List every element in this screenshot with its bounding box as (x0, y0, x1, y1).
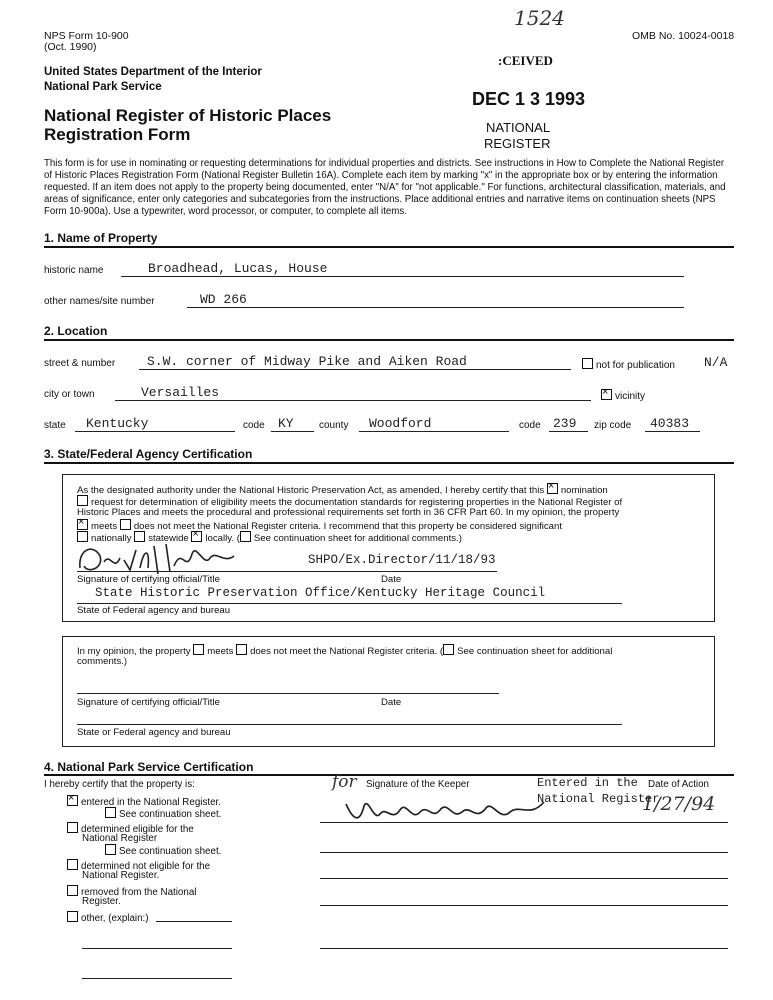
entered-label: entered in the National Register. (81, 797, 221, 808)
not-eligible-label: determined not eligible for the (81, 861, 211, 872)
section2-heading: 2. Location (44, 324, 108, 338)
date-label-2: Date (381, 697, 402, 708)
county-code-label: code (519, 420, 541, 431)
state-value[interactable]: Kentucky (86, 416, 149, 431)
historic-name-label: historic name (44, 265, 104, 276)
form-date: (Oct. 1990) (44, 41, 97, 53)
intro-instructions: This form is for use in nominating or requesting determinations for individual properties and districts. See instructions in How to Complete the National Register of Historic Places Registration Form (National Register Bulletin 16A). Complete each item by marking "x" in the appropriate box or by entering the information requested. If an item does not apply to the property being documented, enter "N/A" for "not applicable." For functions, architectural classification, materials, and areas of significance, enter only categories and subcategories from the instructions. Place additional entries and narrative items on continuation sheets (NPS Form 10-900a). Use a typewriter, word processor, or computer, to complete all items. (44, 158, 726, 217)
street-label: street & number (44, 358, 116, 369)
not-for-publication-label: not for publication (596, 360, 675, 371)
not-eligible-label-2: National Register. (82, 870, 160, 881)
cert-text-line3: Historic Places and meets the procedural and professional requirements set forth in 36 CFR Part 60. In my opinion, the property (77, 507, 620, 518)
not-for-publication-checkbox[interactable] (582, 358, 593, 369)
county-label: county (319, 420, 349, 431)
agency-label-2: State or Federal agency and bureau (77, 727, 231, 738)
stamp-date: DEC 1 3 1993 (472, 89, 586, 109)
certifying-official-typed: SHPO/Ex.Director/11/18/93 (308, 553, 496, 567)
city-label: city or town (44, 389, 95, 400)
eligible-continuation-checkbox[interactable] (105, 844, 116, 855)
other-names-value[interactable]: WD 266 (200, 292, 247, 307)
agency-label: State of Federal agency and bureau (77, 605, 231, 616)
other-checkbox[interactable] (67, 911, 78, 922)
county-code-value[interactable]: 239 (553, 416, 577, 431)
state-code-label: code (243, 420, 265, 431)
vicinity-label: vicinity (615, 391, 646, 402)
handwritten-action-date: 1/27/94 (642, 793, 716, 815)
handwritten-number: 1524 (514, 6, 565, 30)
removed-label: removed from the National (81, 887, 197, 898)
not-eligible-checkbox[interactable] (67, 859, 78, 870)
eligible-label: determined eligible for the (81, 824, 194, 835)
keeper-label: Signature of the Keeper (366, 779, 470, 790)
section4-heading: 4. National Park Service Certification (44, 760, 254, 774)
state-label: state (44, 420, 66, 431)
meets-label: meets (91, 521, 118, 532)
date-of-action-label: Date of Action (648, 779, 709, 790)
stamp-received: :CEIVED (498, 53, 553, 68)
hereby-certify-text: I hereby certify that the property is: (44, 779, 195, 790)
opinion-meets-label: meets (207, 646, 234, 657)
removed-label-2: Register. (82, 896, 121, 907)
form-number: NPS Form 10-900 (44, 30, 129, 42)
entered-continuation-checkbox[interactable] (105, 807, 116, 818)
locally-label: locally. ( (205, 533, 240, 544)
nomination-checkbox[interactable] (547, 483, 558, 494)
omb-number: OMB No. 10024-0018 (632, 30, 735, 42)
meets-checkbox[interactable] (77, 519, 88, 530)
entered-checkbox[interactable] (67, 795, 78, 806)
opinion-not-meet-label: does not meet the National Register criteria. ( (250, 646, 444, 657)
eligible-label-2: National Register (82, 833, 158, 844)
city-value[interactable]: Versailles (141, 385, 220, 400)
nationally-label: nationally (91, 533, 132, 544)
state-code-value[interactable]: KY (278, 416, 294, 431)
opinion-text: In my opinion, the property (77, 646, 191, 657)
entered-stamp-line1: Entered in the (537, 776, 638, 790)
section3-heading: 3. State/Federal Agency Certification (44, 447, 253, 461)
vicinity-checkbox[interactable] (601, 389, 612, 400)
form-title-line1: National Register of Historic Places (44, 106, 332, 125)
eligible-checkbox[interactable] (67, 822, 78, 833)
does-not-meet-checkbox[interactable] (120, 519, 131, 530)
other-names-label: other names/site number (44, 296, 155, 307)
entered-stamp-line2: National Register (537, 792, 660, 806)
removed-checkbox[interactable] (67, 885, 78, 896)
other-label: other, (explain:) (81, 913, 149, 924)
street-value[interactable]: S.W. corner of Midway Pike and Aiken Road (147, 354, 467, 369)
zip-value[interactable]: 40383 (650, 416, 690, 431)
historic-name-value[interactable]: Broadhead, Lucas, House (148, 261, 328, 276)
keeper-signature (340, 792, 560, 830)
section1-heading: 1. Name of Property (44, 231, 158, 245)
eligible-continuation-label: See continuation sheet. (119, 846, 222, 857)
eligibility-checkbox[interactable] (77, 495, 88, 506)
signature-label-2: Signature of certifying official/Title (77, 697, 220, 708)
entered-continuation-label: See continuation sheet. (119, 809, 222, 820)
handwritten-for: for (332, 772, 357, 792)
does-not-meet-label: does not meet the National Register criteria. I recommend that this property be considered significant (133, 521, 563, 532)
service-name: National Park Service (44, 81, 162, 93)
date-label: Date (381, 574, 402, 585)
department-name: United States Department of the Interior (44, 66, 262, 78)
form-title-line2: Registration Form (44, 125, 191, 144)
nomination-label: nomination (560, 485, 608, 496)
opinion-comments: comments.) (77, 656, 128, 667)
signature-label: Signature of certifying official/Title (77, 574, 220, 585)
statewide-label: statewide (148, 533, 189, 544)
opinion-meets-checkbox[interactable] (193, 644, 204, 655)
cert-text-line2: request for determination of eligibility meets the documentation standards for registering properties in the National Register of (91, 497, 623, 508)
zip-label: zip code (594, 420, 632, 431)
cert-text-line1: As the designated authority under the National Historic Preservation Act, as amended, I hereby certify that this (77, 485, 545, 496)
county-value[interactable]: Woodford (369, 416, 432, 431)
opinion-continuation-checkbox[interactable] (443, 644, 454, 655)
cert-continuation-label: See continuation sheet for additional comments.) (253, 533, 462, 544)
agency-value: State Historic Preservation Office/Kentucky Heritage Council (95, 586, 546, 600)
opinion-continuation-label: See continuation sheet for additional (457, 646, 613, 657)
opinion-not-meet-checkbox[interactable] (236, 644, 247, 655)
not-for-publication-value: N/A (704, 355, 728, 370)
stamp-register: REGISTER (484, 136, 551, 151)
stamp-national: NATIONAL (486, 120, 551, 135)
